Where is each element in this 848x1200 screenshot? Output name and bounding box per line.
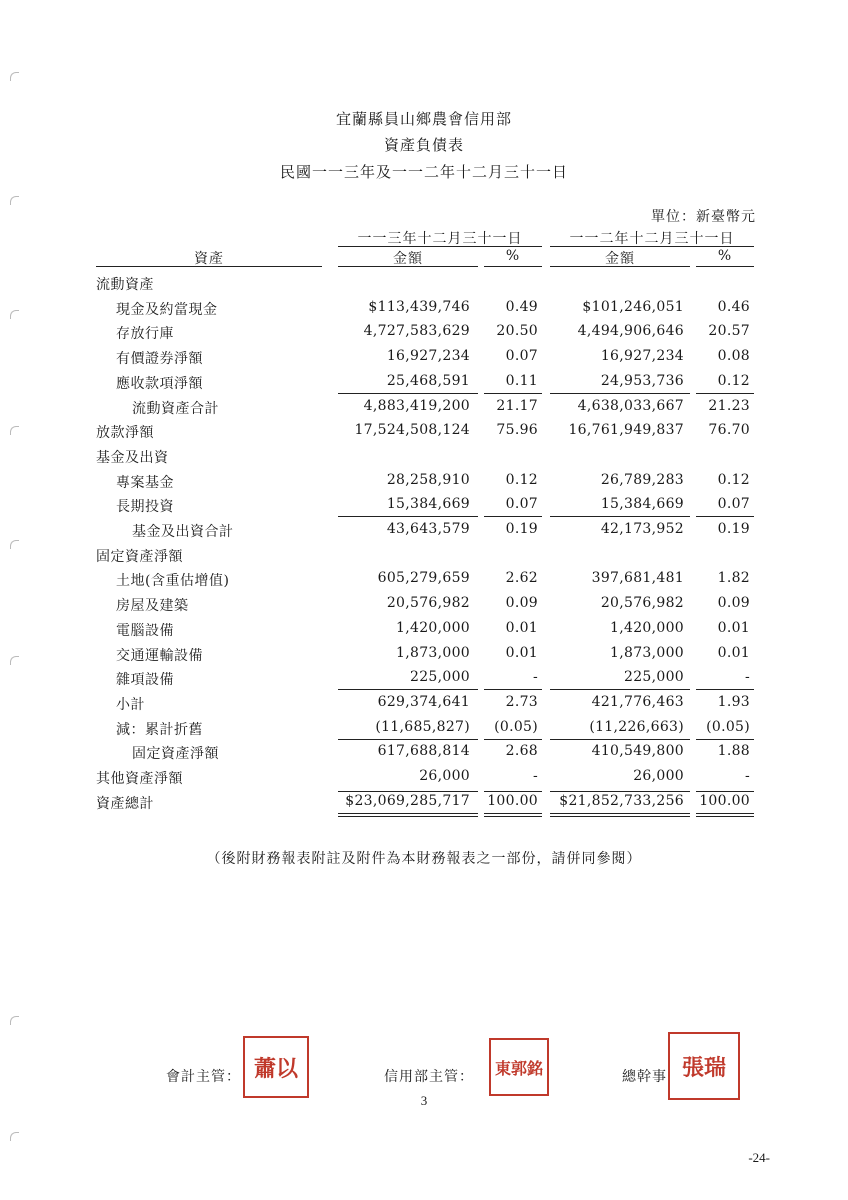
row-label: 流動資產合計 (132, 400, 219, 417)
pct-2023-cell: 0.01 (717, 619, 750, 636)
table-row (0, 593, 848, 618)
pct-2024-cell: 0.01 (505, 644, 538, 661)
pct-2024-cell: 2.68 (505, 743, 538, 760)
subtotal-rule (484, 516, 542, 517)
amount-2024-cell: 17,524,508,124 (354, 422, 470, 439)
pct-2023-cell: 0.19 (717, 521, 750, 537)
credit-supervisor-label: 信用部主管： (384, 1069, 474, 1085)
row-label: 雜項設備 (116, 672, 174, 689)
asset-header-rule (96, 266, 322, 267)
table-row (0, 371, 848, 396)
pct-2-header: % (717, 248, 733, 264)
pct-2023-cell: 0.08 (717, 348, 750, 365)
currency-unit: 單位：新臺幣元 (651, 209, 756, 225)
amount-1-header: 金額 (393, 251, 423, 267)
row-label: 流動資產 (96, 277, 154, 293)
total-top-rule (338, 791, 478, 792)
pct-2023-cell: 20.57 (708, 323, 750, 340)
row-label: 應收款項淨額 (116, 375, 203, 392)
table-row (0, 272, 848, 297)
period-1-header: 一一三年十二月三十一日 (357, 231, 523, 247)
pct-2023-cell: (0.05) (706, 718, 750, 735)
total-double-rule (696, 813, 754, 817)
period-2-header: 一一二年十二月三十一日 (569, 231, 735, 247)
amount-2023-cell: 16,761,949,837 (568, 422, 684, 439)
subtotal-rule (484, 393, 542, 394)
subtotal-rule (338, 516, 478, 517)
pct-2024-cell: 0.49 (505, 298, 538, 315)
period-2-rule (550, 246, 754, 247)
row-label: 固定資產淨額 (132, 746, 219, 763)
footnote: （後附財務報表附註及附件為本財務報表之一部份，請併同參閱） (206, 851, 642, 867)
table-row (0, 544, 848, 569)
subtotal-rule (550, 739, 690, 740)
subtotal-rule (550, 393, 690, 394)
amount-2023-cell: 20,576,982 (600, 595, 684, 612)
table-row (0, 791, 848, 816)
amount-2023-cell: (11,226,663) (589, 718, 684, 735)
row-label: 有價證券淨額 (116, 351, 203, 368)
total-double-rule (338, 813, 478, 817)
pct-1-rule (484, 266, 542, 267)
row-label: 電腦設備 (116, 622, 174, 639)
amount-2-rule (550, 266, 690, 267)
row-label: 小計 (116, 696, 145, 713)
amount-2023-cell: 1,420,000 (610, 619, 684, 636)
amount-2024-cell: 25,468,591 (386, 372, 470, 389)
subtotal-rule (696, 393, 754, 394)
amount-2023-cell: 24,953,736 (600, 372, 684, 389)
pct-2024-cell: 0.19 (505, 521, 538, 537)
amount-2023-cell: 16,927,234 (600, 348, 684, 365)
total-top-rule (550, 791, 690, 792)
amount-2024-cell: $113,439,746 (368, 298, 470, 315)
subtotal-rule (484, 689, 542, 690)
pct-2023-cell: 1.82 (717, 570, 750, 587)
pct-2024-cell: 0.07 (505, 496, 538, 513)
amount-2024-cell: 617,688,814 (377, 743, 470, 760)
pct-2023-cell: 0.12 (717, 372, 750, 389)
pct-2024-cell: - (532, 768, 538, 784)
pct-2023-cell: - (744, 768, 750, 784)
subtotal-rule (484, 739, 542, 740)
table-row (0, 568, 848, 593)
page-footer: -24- (748, 1150, 770, 1165)
total-top-rule (484, 791, 542, 792)
pct-2023-cell: 1.93 (717, 693, 750, 710)
amount-2023-cell: $21,852,733,256 (559, 792, 684, 809)
amount-2024-cell: 1,420,000 (396, 619, 470, 636)
row-label: 土地(含重估增值) (116, 573, 230, 590)
pct-2023-cell: 0.12 (717, 471, 750, 488)
amount-2023-cell: 4,638,033,667 (577, 397, 684, 414)
total-double-rule (550, 813, 690, 817)
row-label: 存放行庫 (116, 326, 174, 343)
pct-2024-cell: 100.00 (487, 792, 538, 809)
accounting-seal-text: 蕭以 (253, 1055, 298, 1082)
binding-hole-mark (10, 196, 19, 205)
pct-2023-cell: 0.46 (717, 298, 750, 315)
pct-2024-cell: 2.73 (505, 693, 538, 710)
pct-2024-cell: 0.07 (505, 348, 538, 365)
accounting-seal (243, 1036, 309, 1098)
row-label: 資產總計 (96, 795, 154, 812)
amount-2023-cell: 1,873,000 (610, 644, 684, 661)
amount-2023-cell: 26,789,283 (600, 471, 684, 488)
table-row (0, 297, 848, 322)
table-row (0, 717, 848, 742)
subtotal-rule (550, 516, 690, 517)
amount-2024-cell: $23,069,285,717 (345, 792, 470, 809)
pct-2023-cell: 0.09 (717, 595, 750, 612)
amount-2024-cell: 28,258,910 (386, 471, 470, 488)
amount-2024-cell: 605,279,659 (377, 570, 470, 587)
pct-2024-cell: 0.12 (505, 471, 538, 488)
amount-2023-cell: 397,681,481 (591, 570, 684, 587)
amount-2024-cell: 1,873,000 (396, 644, 470, 661)
row-label: 基金及出資 (96, 449, 169, 466)
row-label: 基金及出資合計 (132, 524, 234, 540)
subtotal-rule (338, 689, 478, 690)
amount-2023-cell: 42,173,952 (600, 521, 684, 537)
amount-2023-cell: 4,494,906,646 (577, 323, 684, 340)
pct-2023-cell: 21.23 (708, 397, 750, 414)
pct-2024-cell: 2.62 (505, 570, 538, 587)
amount-2023-cell: 421,776,463 (591, 693, 684, 710)
credit-seal (489, 1038, 549, 1096)
row-label: 減：累計折舊 (116, 721, 203, 738)
table-row (0, 643, 848, 668)
amount-1-rule (338, 266, 478, 267)
pct-2023-cell: 0.01 (717, 644, 750, 661)
general-manager-seal-text: 張瑞 (681, 1054, 726, 1081)
amount-2023-cell: 410,549,800 (591, 743, 684, 760)
amount-2024-cell: 20,576,982 (386, 595, 470, 612)
subtotal-rule (696, 689, 754, 690)
pct-2024-cell: 0.01 (505, 619, 538, 636)
row-label: 現金及約當現金 (116, 301, 218, 318)
general-manager-seal (668, 1032, 740, 1100)
pct-2023-cell: 76.70 (708, 422, 750, 439)
pct-2023-cell: 100.00 (699, 792, 750, 809)
amount-2023-cell: $101,246,051 (582, 298, 684, 315)
pct-2024-cell: 0.11 (505, 372, 538, 389)
period-1-rule (338, 246, 542, 247)
pct-2024-cell: 0.09 (505, 595, 538, 612)
total-double-rule (484, 813, 542, 817)
pct-2023-cell: 1.88 (717, 743, 750, 760)
binding-hole-mark (10, 1016, 19, 1025)
table-row (0, 321, 848, 346)
subtotal-rule (696, 516, 754, 517)
amount-2024-cell: 225,000 (410, 669, 470, 686)
amount-2024-cell: 4,883,419,200 (363, 397, 470, 414)
pct-2-rule (696, 266, 754, 267)
row-label: 長期投資 (116, 499, 174, 516)
subtotal-rule (550, 689, 690, 690)
amount-2024-cell: 26,000 (419, 768, 470, 784)
table-row (0, 618, 848, 643)
row-label: 交通運輸設備 (116, 647, 203, 664)
table-row (0, 445, 848, 470)
row-label: 放款淨額 (96, 425, 154, 442)
table-row (0, 519, 848, 544)
table-row (0, 346, 848, 371)
pct-1-header: % (505, 248, 521, 264)
subtotal-rule (338, 393, 478, 394)
amount-2024-cell: 15,384,669 (386, 496, 470, 513)
table-row (0, 766, 848, 791)
statement-title: 資產負債表 (383, 136, 464, 154)
row-label: 固定資產淨額 (96, 548, 183, 565)
amount-2024-cell: 629,374,641 (377, 693, 470, 710)
general-manager-label: 總幹事 (622, 1069, 667, 1085)
pct-2024-cell: 20.50 (496, 323, 538, 340)
pct-2024-cell: (0.05) (494, 718, 538, 735)
amount-2024-cell: (11,685,827) (375, 718, 470, 735)
table-row (0, 420, 848, 445)
table-row (0, 692, 848, 717)
pct-2023-cell: - (744, 669, 750, 686)
pct-2023-cell: 0.07 (717, 496, 750, 513)
amount-2-header: 金額 (605, 251, 635, 267)
asset-column-header: 資產 (194, 251, 224, 267)
total-top-rule (696, 791, 754, 792)
page-number: 3 (420, 1093, 428, 1108)
subtotal-rule (338, 739, 478, 740)
amount-2023-cell: 26,000 (633, 768, 684, 784)
pct-2024-cell: 21.17 (496, 397, 538, 414)
table-row (0, 470, 848, 495)
accounting-supervisor-label: 會計主管： (166, 1069, 241, 1085)
subtotal-rule (696, 739, 754, 740)
table-row (0, 667, 848, 692)
statement-dates: 民國一一三年及一一二年十二月三十一日 (279, 163, 568, 181)
amount-2024-cell: 4,727,583,629 (363, 323, 470, 340)
amount-2023-cell: 15,384,669 (600, 496, 684, 513)
table-row (0, 396, 848, 421)
amount-2024-cell: 43,643,579 (386, 521, 470, 537)
row-label: 房屋及建築 (116, 598, 189, 615)
amount-2024-cell: 16,927,234 (386, 348, 470, 365)
credit-seal-text: 東郭銘 (494, 1058, 543, 1078)
pct-2024-cell: - (532, 669, 538, 686)
row-label: 專案基金 (116, 474, 174, 491)
table-row (0, 741, 848, 766)
pct-2024-cell: 75.96 (496, 422, 538, 439)
binding-hole-mark (10, 72, 19, 81)
org-title: 宜蘭縣員山鄉農會信用部 (335, 110, 512, 128)
amount-2023-cell: 225,000 (624, 669, 684, 686)
binding-hole-mark (10, 1132, 19, 1141)
table-row (0, 494, 848, 519)
row-label: 其他資產淨額 (96, 771, 183, 787)
